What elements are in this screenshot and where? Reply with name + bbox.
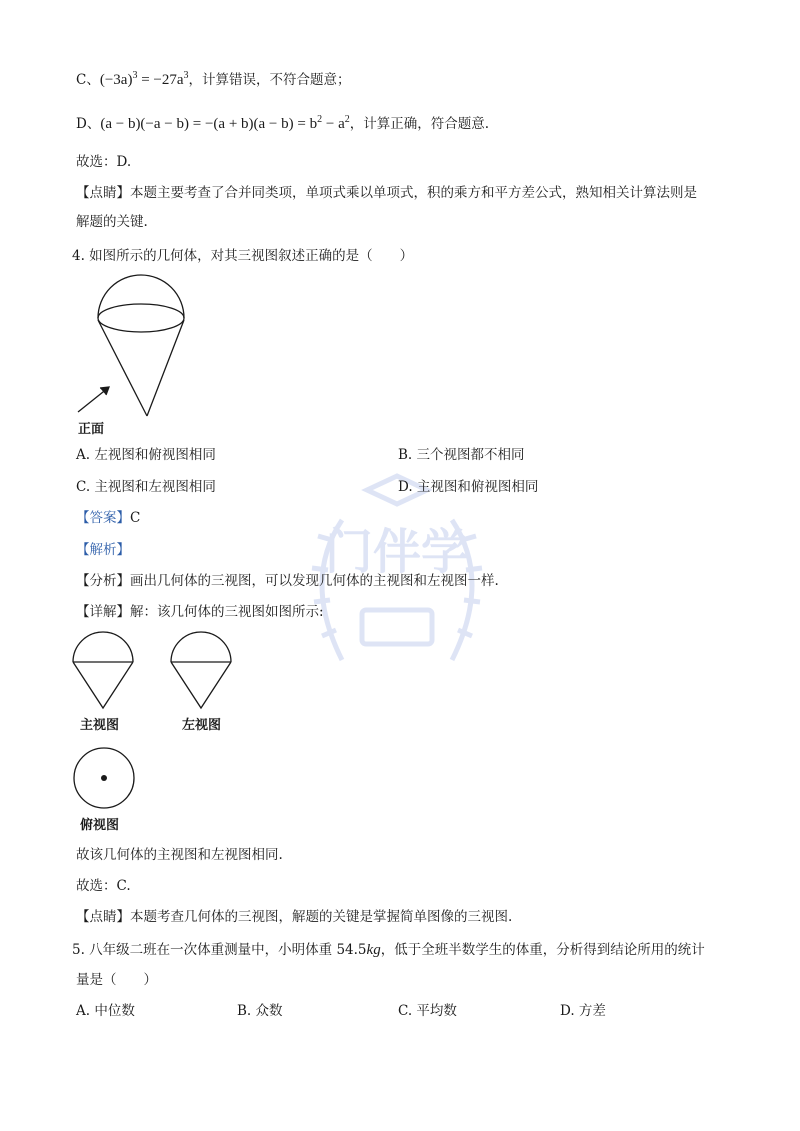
q3-point-line1	[76, 183, 697, 203]
top-view-figure	[72, 746, 138, 812]
q4-option-c: C. 主视图和左视图相同	[76, 479, 216, 495]
front-view-label: 主视图	[80, 718, 120, 733]
option-c-lhs	[100, 72, 189, 88]
option-c-lhs-expr: (−3a)	[99, 72, 133, 88]
q4-point-line	[76, 907, 512, 927]
q4-point-text: 本题考查几何体的三视图，解题的关键是掌握简单图像的三视图.	[130, 909, 513, 925]
cone-left-edge	[98, 320, 147, 416]
q4-option-b: B. 三个视图都不相同	[398, 447, 525, 463]
answer-tag: 【答案】	[76, 510, 130, 526]
detail-text: 解：该几何体的三视图如图所示:	[130, 604, 324, 620]
q4-conclusion: 故该几何体的主视图和左视图相同.	[76, 847, 283, 863]
q5-stem-line2: 量是（ ）	[76, 972, 157, 988]
cone-right-edge	[147, 320, 184, 416]
option-d-line	[76, 114, 489, 134]
option-d-math	[100, 116, 349, 132]
q4-option-d: D. 主视图和俯视图相同	[398, 479, 539, 495]
q3-point-text: 本题主要考查了合并同类项，单项式乘以单项式，积的乘方和平方差公式，熟知相关计算法则是	[130, 185, 697, 201]
q4-solid-figure	[70, 276, 200, 436]
q5-option-b: B. 众数	[237, 1003, 283, 1019]
q3-choice: 故选：D.	[76, 154, 132, 170]
hemisphere-base-ellipse	[98, 304, 184, 332]
q3-point-line2: 解题的关键.	[76, 214, 148, 230]
option-d-exponent-2: 2	[344, 114, 350, 125]
detail-label: 【详解】	[76, 604, 130, 620]
option-c-line	[76, 70, 351, 90]
option-c-rhs-exponent: 3	[183, 70, 189, 81]
analysis-text: 画出几何体的三视图，可以发现几何体的主视图和左视图一样.	[130, 573, 499, 589]
answer-value: C	[130, 510, 141, 526]
option-c-letter: C、	[76, 72, 100, 88]
option-d-tail: − a	[322, 116, 345, 132]
option-c-rhs-expr: −27a	[153, 72, 184, 88]
q5-unit-kg: kg	[366, 942, 381, 958]
q4-answer-line	[76, 508, 140, 528]
front-view-figure	[70, 632, 136, 712]
option-c-equals: =	[137, 72, 154, 88]
front-direction-label: 正面	[78, 422, 105, 437]
top-view-label: 俯视图	[80, 818, 120, 833]
svg-text:门伴学: 门伴学	[324, 524, 470, 580]
q4-option-a: A. 左视图和俯视图相同	[76, 447, 216, 463]
left-view-figure	[168, 632, 234, 712]
q3-point-tag: 【点睛】	[76, 185, 130, 201]
option-d-exponent-1: 2	[317, 114, 323, 125]
hemisphere-arc	[98, 275, 184, 318]
analysis-tag: 【解析】	[76, 542, 130, 558]
option-d-letter: D、	[76, 116, 101, 132]
q4-detail-line	[76, 602, 324, 622]
option-d-expr: (a − b)(−a − b) = −(a + b)(a − b) = b	[100, 116, 318, 132]
left-view-label: 左视图	[182, 718, 222, 733]
q5-option-d: D. 方差	[560, 1003, 606, 1019]
q4-choice: 故选：C.	[76, 878, 131, 894]
q5-option-a: A. 中位数	[76, 1003, 135, 1019]
q4-analysis-line	[76, 571, 499, 591]
q5-option-c: C. 平均数	[398, 1003, 457, 1019]
option-c-comment: ，计算错误，不符合题意；	[188, 72, 351, 88]
q5-stem-part1: 5. 八年级二班在一次体重测量中，小明体重 54.5	[72, 942, 367, 958]
analysis-label: 【分析】	[76, 573, 130, 589]
q5-stem-line1	[72, 940, 705, 960]
option-d-comment: ，计算正确，符合题意.	[349, 116, 490, 132]
q4-point-tag: 【点睛】	[76, 909, 130, 925]
option-c-lhs-exponent: 3	[132, 70, 138, 81]
q5-stem-part2: ，低于全班半数学生的体重，分析得到结论所用的统计	[380, 942, 705, 958]
q4-stem: 4. 如图所示的几何体，对其三视图叙述正确的是（ ）	[72, 248, 414, 264]
